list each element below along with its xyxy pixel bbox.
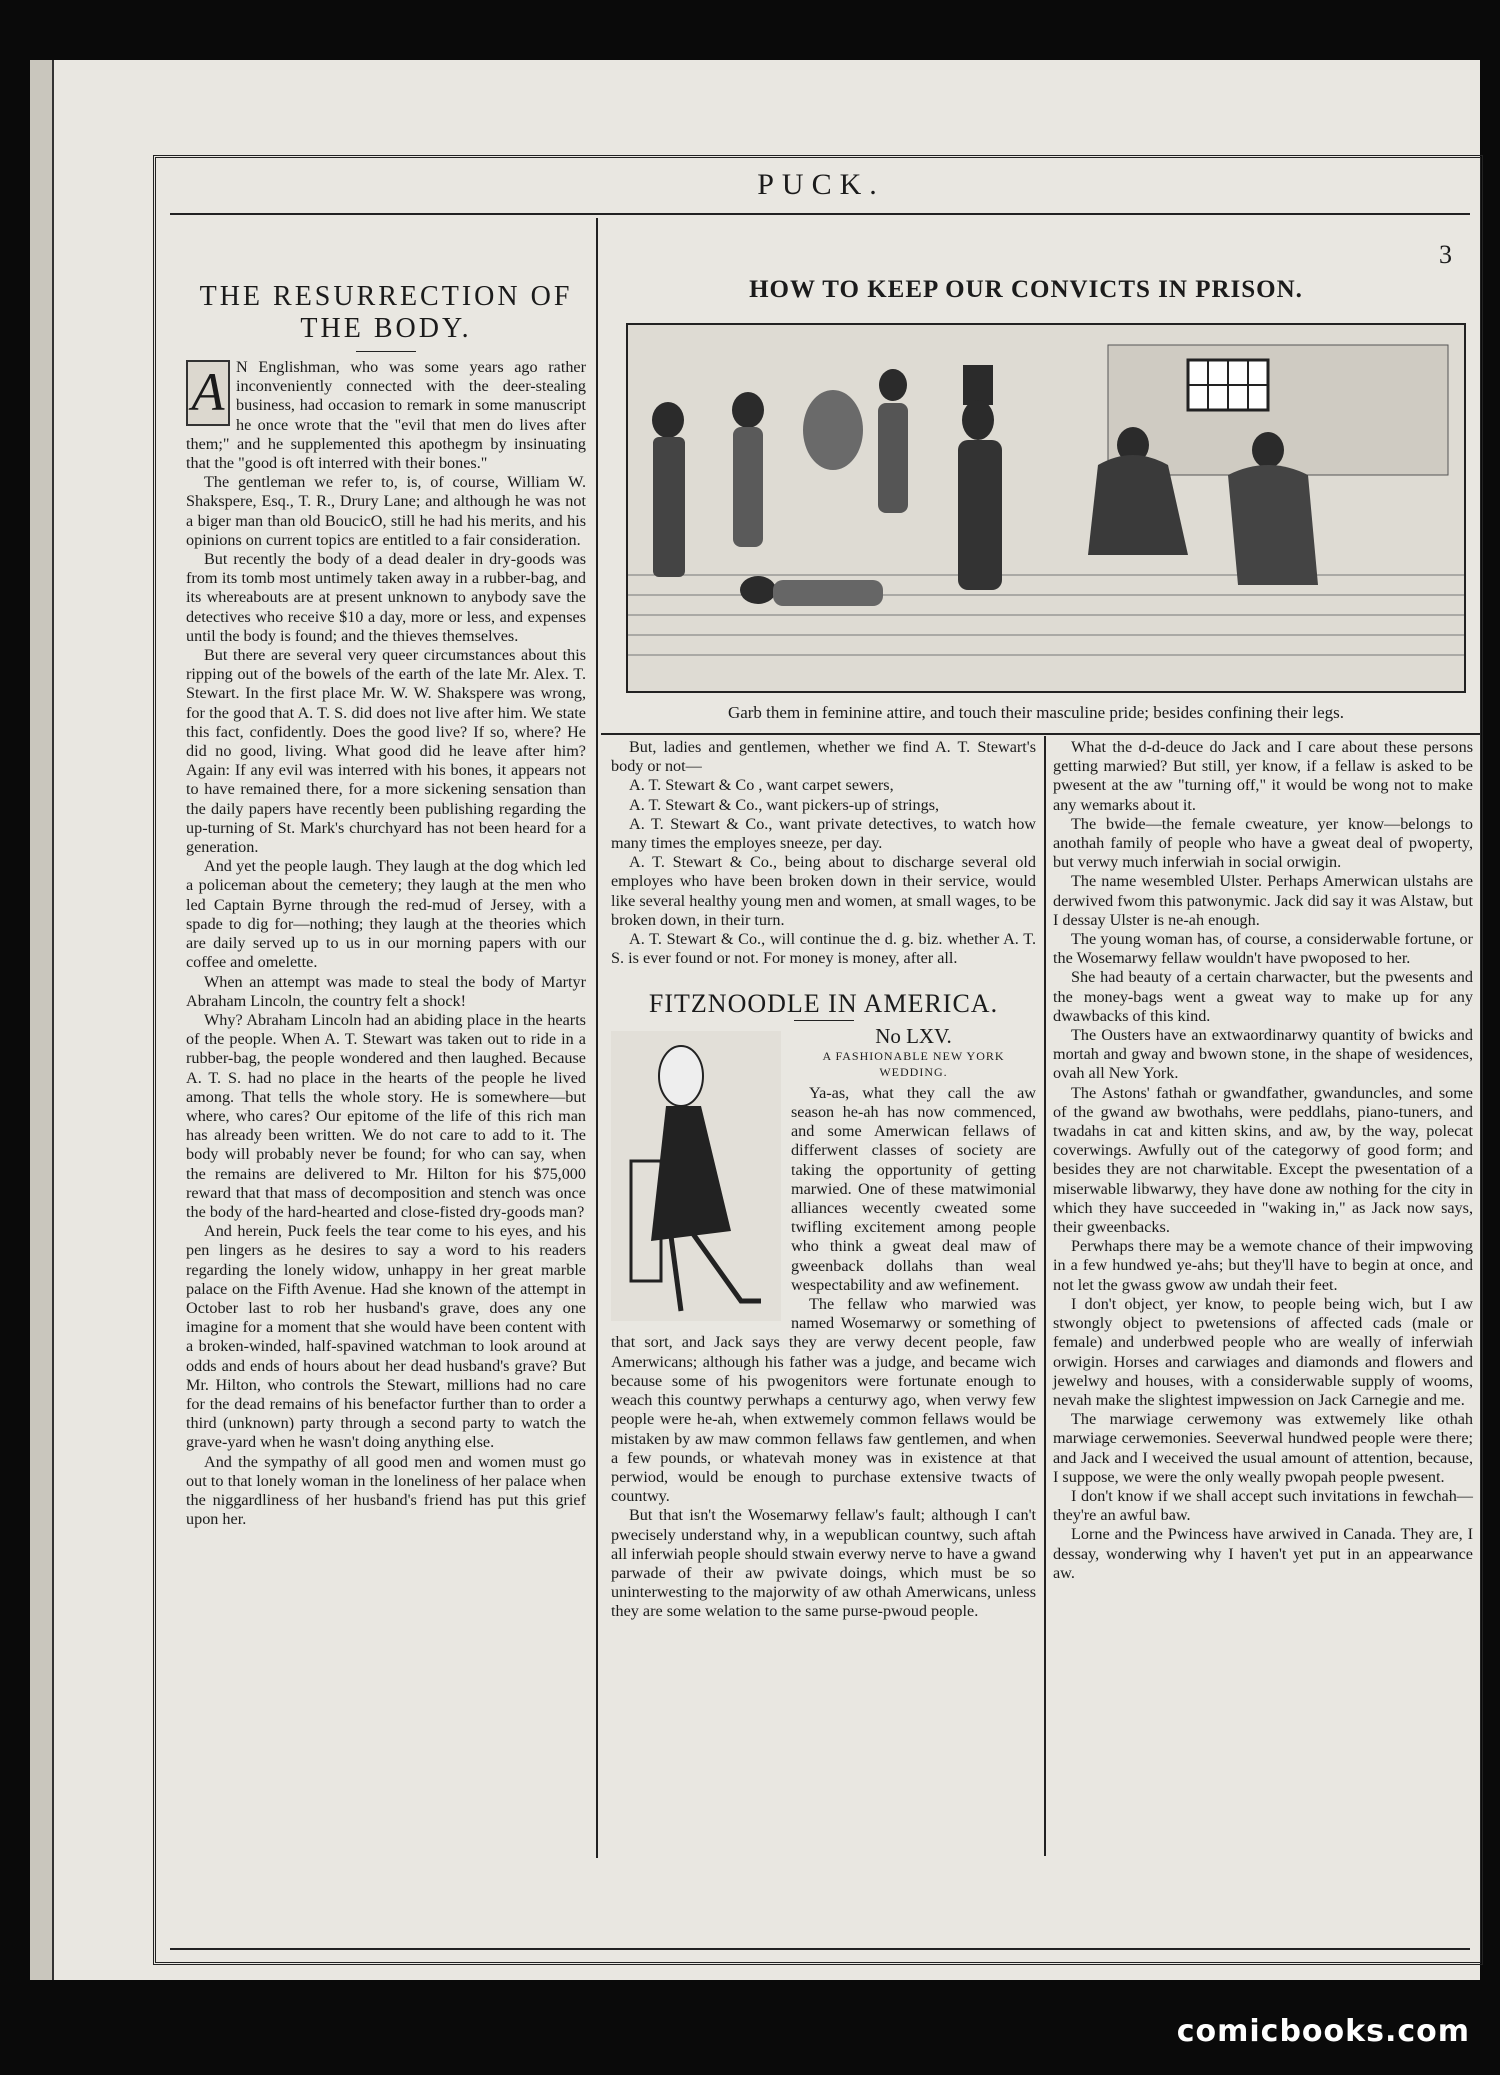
article-paragraph: A. T. Stewart & Co., will continue the d. g. biz. whether A. T. S. is ever found or not. For money is money, after all. [611,930,1036,968]
title-rule [794,1020,854,1021]
magazine-page [30,60,1480,1980]
article-paragraph: N Englishman, who was some years ago rather inconveniently connected with the deer-stealing business, had occasion to remark in some manuscript he once wrote that the "evil that men do lives after them;" and he supplemented this apothegm by insinuating that the "good is oft interred with their bones." [186,358,586,473]
masthead: PUCK. [757,168,885,201]
article-paragraph: A. T. Stewart & Co , want carpet sewers, [629,776,894,795]
article-paragraph: But that isn't the Wosemarwy fellaw's fault; although I can't pwecisely understand why, in a wepublican countwy, such aftah all inferwiah people should stwain everwy nerve to have a gwand parwade of their aw pwivate doings, which must be so uninterwesting to the majorwity of aw othah Amerwicans, unless they are some welation to the same purse-pwoud people. [611,1506,1036,1621]
article-paragraph: The marwiage cerwemony was extwemely like othah marwiage cerwemonies. Seeverwal hundwed people were there; and Jack and I weceived the usual amount of attention, because, I suppose, we were the only weally pwopah people pwesent. [1053,1410,1473,1486]
dropcap-initial: A [186,360,230,426]
page-number: 3 [1439,240,1452,269]
convicts-cartoon-illustration [626,323,1466,693]
column-divider [596,218,598,1858]
article-paragraph: The young woman has, of course, a considerwable fortune, or the Wosemarwy fellaw wouldn't have pwoposed to her. [1053,930,1473,968]
article-paragraph: A. T. Stewart & Co., being about to discharge several old employes who have been broken down in their service, would like several healthy young men and women, at small wages, to be broken down, in their turn. [611,853,1036,929]
cartoon-drawing [628,325,1464,691]
binding-edge [30,60,54,1980]
article-number: No LXV. [875,1023,952,1048]
article-paragraph: The name wesembled Ulster. Perhaps Amerwican ulstahs are derwived fwom this patwonymic. Jack did say it was Alstaw, but I dessay Ulster is ne-ah enough. [1053,872,1473,929]
article-paragraph: But, ladies and gentlemen, whether we find A. T. Stewart's body or not— [611,738,1036,776]
article-paragraph: A. T. Stewart & Co., want private detectives, to watch how many times the employes sneeze, per day. [611,814,1036,853]
article-paragraph: The Astons' fathah or gwandfather, gwanduncles, and some of the gwand aw bwothahs, were peddlahs, piano-tuners, and twadahs in cat and kitten skins, and aw, by the way, polecat coverwings. Awfully out of the categorwy of good form; and besides they are not charwitable. Except the pwesentation of a miserwable libwarwy, they have done aw nothing for the city in which they have succeeded in "waking in," as Jack now says, their gweenbacks. [1053,1083,1473,1237]
article-title: THE RESURRECTION OF THE BODY. [199,281,573,344]
title-rule [356,351,416,352]
article-paragraph: Lorne and the Pwincess have arwived in Canada. They are, I dessay, wonderwing why I haven't yet put in an appearwance aw. [1053,1525,1473,1582]
article-paragraph: Ya-as, what they call the aw season he-ah has now commenced, and some Amerwican fellaws of differwent classes of society are taking the opportunity of getting marwied. One of these matwimonial alliances wecently cweated some twifling excitement among people who think a gweat deal maw of gweenback dollahs than weal wespectability and aw wefinement. [791,1083,1036,1294]
page-frame [153,155,1483,1965]
column-middle [611,738,1036,1622]
article-paragraph: And yet the people laugh. They laugh at the dog which led a policeman about the cemetery; they laugh at the men who led Captain Byrne through the red-mud of Jersey, with a spade to dig for—nothing; they laugh at the theories which are daily served up to us in our morning papers with our coffee and omelette. [186,857,586,972]
article-title: FITZNOODLE IN AMERICA. [648,989,999,1019]
cartoon-caption: Garb them in feminine attire, and touch their masculine pride; besides confining their legs. [727,703,1345,722]
cartoon-title: HOW TO KEEP OUR CONVICTS IN PRISON. [749,276,1303,303]
section-rule [601,733,1481,735]
article-paragraph: A. T. Stewart & Co., want pickers-up of strings, [629,795,940,814]
site-watermark: comicbooks.com [1176,2014,1470,2049]
fitznoodle-illustration [611,1031,781,1321]
fitznoodle-section [611,1023,1036,1622]
footer-rule [170,1948,1470,1950]
article-paragraph: The bwide—the female cweature, yer know—belongs to anothah family of people who have a gweat deal of pwoperty, but verwy much inferwiah in social orwigin. [1053,814,1473,872]
article-paragraph: And herein, Puck feels the tear come to his eyes, and his pen lingers as he desires to say a word to his readers regarding the lonely widow, unhappy in her great marble palace on the Fifth Avenue. Had she known of the attempt in October last to rob her husband's grave, does any one imagine for a moment that she would have been content with a broken-winded, half-spavined watchman to look around at odds and ends of hours about her dead husband's grave? But Mr. Hilton, who controls the Stewart, millions had no care for the dead remains of his benefactor further than to order a third (unknown) party through a second party to watch the grave-yard when he wasn't doing anything else. [186,1222,586,1452]
article-paragraph: The Ousters have an extwaordinarwy quantity of bwicks and mortah and gway and bwown stone, in the shape of wesidences, ovah all New York. [1053,1026,1473,1083]
article-paragraph: But there are several very queer circumstances about this ripping out of the bowels of the earth of the late Mr. Alex. T. Stewart. In the first place Mr. W. W. Shakspere was wrong, for the good that A. T. S. did does not live after him. We state this fact, confidently. Does the good live? If so, where? He did no good, living. What good did he leave after him? Again: If any evil was interred with his bones, it appears not to have remained there, for a more sickening sensation than the daily papers have recently been publishing regarding the up-turning of St. Mark's churchyard has not been heard for a generation. [186,646,586,857]
article-paragraph: But recently the body of a dead dealer in dry-goods was from its tomb most untimely taken away in a rubber-bag, and its whereabouts are at present unknown to anybody save the detectives who receive $10 a day, more or less, and expenses until the body is found; and the thieves themselves. [186,550,586,645]
article-paragraph: The fellaw who marwied was named Wosemarwy or something of that sort, and Jack says they are verwy decent people, faw Amerwicans; although his father was a judge, and became wich because some of his pwogenitors were fortunate enough to weach this countwy perwhaps a centurwy ago, when verwy few people were he-ah, when extwemely common fellaws would be mistaken by aw maw common fellaws faw gentlemen, and when a few pounds, or whatevah money was in existence at that perwiod, would be enough to purchase extensive twacts of countwy. [611,1295,1036,1506]
column-divider [1044,736,1046,1856]
article-paragraph: Why? Abraham Lincoln had an abiding place in the hearts of the people. When A. T. Stewart was taken out to ride in a rubber-bag, the people wondered and then laughed. Because A. T. S. had no place in the hearts of the people he lived among. That tells the whole story. He is somewhere—but where, who cares? Our epitome of the life of this rich man has already been written. We do not care to add to it. The body will probably never be found; for who can say, when the remains are delivered to Mr. Hilton for his $75,000 reward that that mass of decomposition and stench was once the body of the hard-hearted and close-fisted dry-goods man? [186,1010,586,1221]
column-right [1053,738,1473,1583]
column-left [186,273,586,1529]
article-paragraph: She had beauty of a certain charwacter, but the pwesents and the money-bags went a gweat way to make up for any dwawbacks of this kind. [1053,968,1473,1025]
article-paragraph: I don't object, yer know, to people being wich, but I aw stwongly object to pwetensions of affected cads (male or female) and underbwed people who are weally of inferwiah orwigin. Horses and carwiages and diamonds and flowers and jewelwy and houses, with a considerwable supply of wooms, nevah make the slightest impwession on Jack Carnegie and me. [1053,1294,1473,1409]
header-rule [170,213,1470,215]
article-paragraph: The gentleman we refer to, is, of course, William W. Shakspere, Esq., T. R., Drury Lane; and although he was not a biger man than old BoucicO, still he had his merits, and his opinions on current topics are entitled to a fair consideration. [186,473,586,549]
article-paragraph: When an attempt was made to steal the body of Martyr Abraham Lincoln, the country felt a shock! [186,972,586,1010]
article-paragraph: And the sympathy of all good men and women must go out to that lonely woman in the loneliness of her palace when the niggardliness of her husband's friend has put this grief upon her. [186,1452,586,1529]
article-paragraph: Perwhaps there may be a wemote chance of their impwoving in a few hundwed ye-ahs; but they'll have to begin at once, and not let the gwass gwow aw undah their feet. [1053,1237,1473,1294]
article-paragraph: I don't know if we shall accept such invitations in fewchah—they're an awful baw. [1053,1486,1473,1525]
article-subtitle: A FASHIONABLE NEW YORK WEDDING. [822,1048,1005,1079]
article-paragraph: What the d-d-deuce do Jack and I care about these persons getting marwied? But still, yer know, if a fellaw is asked to be pwesent at the aw "turning off," it would be wong not to make any wemarks about it. [1053,738,1473,814]
